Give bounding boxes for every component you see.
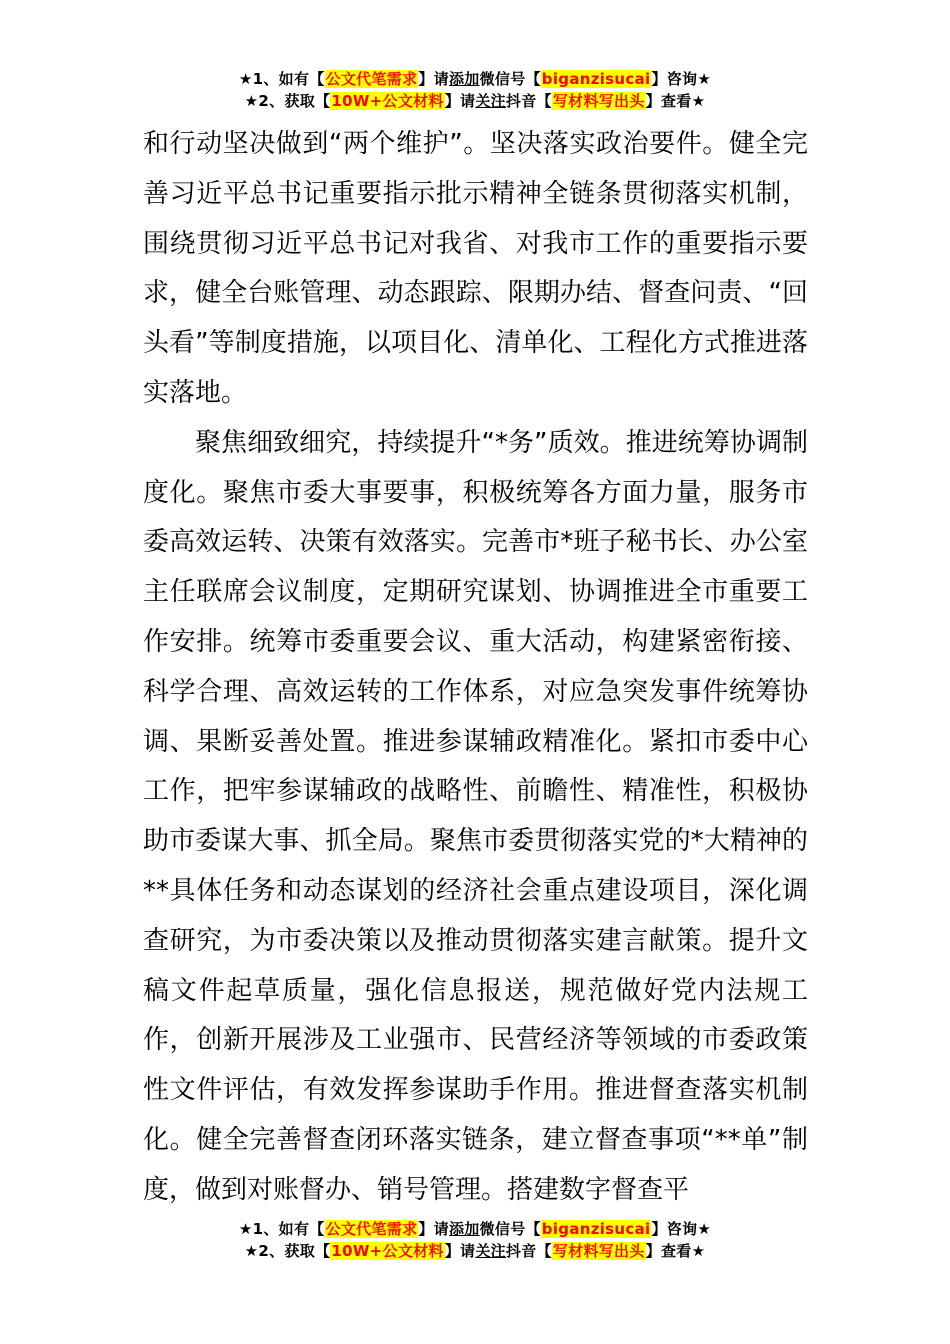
footer-line-1-prefix: ★1、如有【 <box>238 1220 325 1238</box>
footer-line-2-prefix: ★2、获取【 <box>244 1242 331 1260</box>
footer-line-1-highlight-wechat: biganzisucai <box>541 1220 651 1238</box>
footer-line-1-mid: 】请 <box>418 1220 449 1238</box>
footer-line-2-highlight-materials: 10W+公文材料 <box>331 1242 444 1260</box>
header-line-2-mid: 】请 <box>444 92 476 110</box>
document-body <box>143 120 808 1216</box>
header-line-2-underlined: 关注 <box>475 92 506 110</box>
paragraph-1: 和行动坚决做到“两个维护”。坚决落实政治要件。健全完善习近平总书记重要指示批示精神全链条贯彻落实机制，围绕贯彻习近平总书记对我省、对我市工作的重要指示要求，健全台账管理、动态跟踪、限期办结、督查问责、“回头看”等制度措施，以项目化、清单化、工程化方式推进落实落地。 <box>143 129 808 408</box>
header-line-1 <box>0 68 950 90</box>
header-banner <box>0 68 950 112</box>
footer-line-1-suffix: 】咨询★ <box>651 1220 712 1238</box>
footer-line-2-highlight-douyin: 写材料写出头 <box>552 1242 645 1260</box>
footer-line-2-mid: 】请 <box>444 1242 476 1260</box>
paragraph-2: 聚焦细致细究，持续提升“*务”质效。推进统筹协调制度化。聚焦市委大事要事，积极统筹各方面力量，服务市委高效运转、决策有效落实。完善市*班子秘书长、办公室主任联席会议制度，定期研究谋划、协调推进全市重要工作安排。统筹市委重要会议、重大活动，构建紧密衔接、科学合理、高效运转的工作体系，对应急突发事件统筹协调、果断妥善处置。推进参谋辅政精准化。紧扣市委中心工作，把牢参谋辅政的战略性、前瞻性、精准性，积极协助市委谋大事、抓全局。聚焦市委贯彻落实党的*大精神的**具体任务和动态谋划的经济社会重点建设项目，深化调查研究，为市委决策以及推动贯彻落实建言献策。提升文稿文件起草质量，强化信息报送，规范做好党内法规工作，创新开展涉及工业强市、民营经济等领域的市委政策性文件评估，有效发挥参谋助手作用。推进督查落实机制化。健全完善督查闭环落实链条，建立督查事项“**单”制度，做到对账督办、销号管理。搭建数字督查平 <box>143 427 808 1205</box>
header-line-1-highlight-service: 公文代笔需求 <box>325 70 418 88</box>
header-line-2 <box>0 90 950 112</box>
header-line-1-mid: 】请 <box>418 70 449 88</box>
header-line-2-prefix: ★2、获取【 <box>244 92 331 110</box>
footer-line-2-suffix: 】查看★ <box>645 1242 706 1260</box>
footer-banner <box>0 1218 950 1262</box>
footer-line-2-underlined: 关注 <box>475 1242 506 1260</box>
header-line-2-mid2: 抖音【 <box>505 92 552 110</box>
header-line-1-mid2: 微信号【 <box>479 70 541 88</box>
header-line-1-suffix: 】咨询★ <box>651 70 712 88</box>
footer-line-2-mid2: 抖音【 <box>505 1242 552 1260</box>
header-line-2-suffix: 】查看★ <box>645 92 706 110</box>
footer-line-1-mid2: 微信号【 <box>479 1220 541 1238</box>
footer-line-2 <box>0 1240 950 1262</box>
footer-line-1-highlight-service: 公文代笔需求 <box>325 1220 418 1238</box>
header-line-1-prefix: ★1、如有【 <box>238 70 325 88</box>
header-line-2-highlight-materials: 10W+公文材料 <box>331 92 444 110</box>
header-line-1-underlined: 添加 <box>448 70 480 88</box>
footer-line-1-underlined: 添加 <box>448 1220 480 1238</box>
footer-line-1 <box>0 1218 950 1240</box>
header-line-2-highlight-douyin: 写材料写出头 <box>552 92 645 110</box>
header-line-1-highlight-wechat: biganzisucai <box>541 70 651 88</box>
